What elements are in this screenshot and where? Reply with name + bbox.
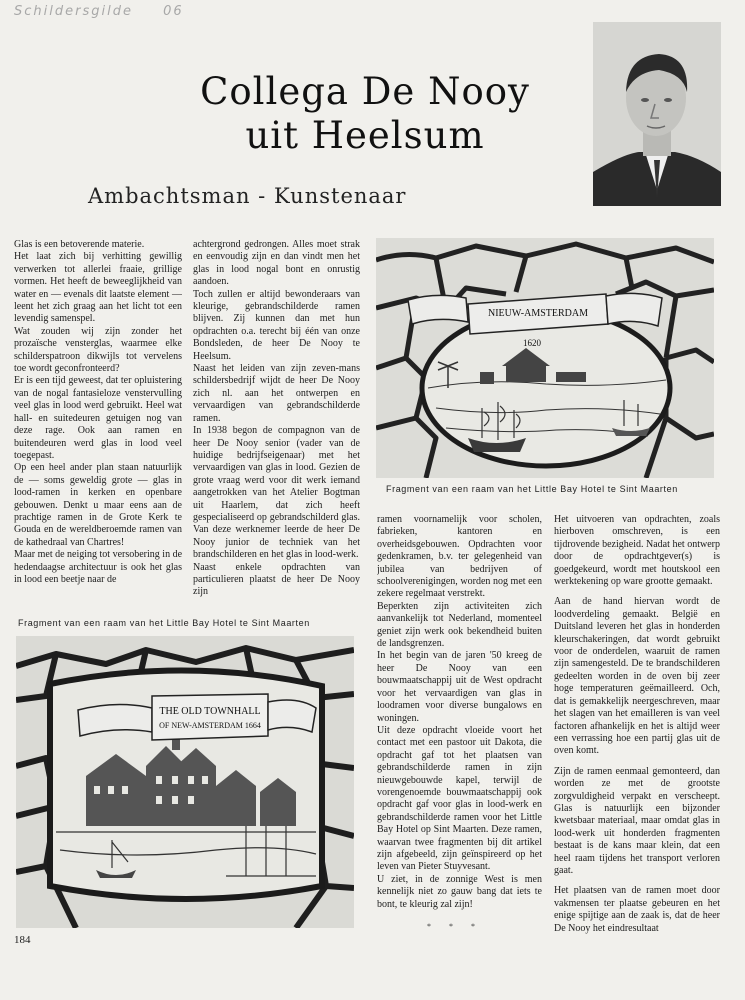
caption-top: Fragment van een raam van het Little Bay Hotel te Sint Maarten bbox=[386, 484, 678, 494]
paragraph: Op een heel ander plan staan natuurlijk de — soms geweldig grote — glas in lood-ramen in kerken en openbare gebouwen. Denkt u maar eens aan de prachtige ramen in de Grote Kerk te Gouda en de wereldberoemde ramen van de kathedraal van Chartres! bbox=[14, 462, 182, 548]
paragraph: U ziet, in de zonnige West is men kennelijk niet zo gauw bang dat iets te bont, te kleurig zal zijn! bbox=[377, 873, 542, 910]
text-column-4 bbox=[554, 514, 720, 944]
paragraph: achtergrond gedrongen. Alles moet strak en eenvoudig zijn en dan vindt men het glas in lood nogal bont en onrustig aandoen. bbox=[193, 239, 360, 288]
handwritten-note bbox=[14, 4, 254, 22]
window1-year-text: 1620 bbox=[523, 338, 541, 348]
paragraph: Naast enkele opdrachten van particulieren plaatst de heer De Nooy zijn bbox=[193, 561, 360, 598]
paragraph: In 1938 begon de compagnon van de heer De Nooy senior (vader van de huidige bedrijfseigenaar) met het vervaardigen van glas in lood. Gezien de grote vraag werd voor dit werk iemand aangetrokken van het Atelier Bogtman uit Haarlem, dat zich heeft gespecialiseerd op gebrandschilderd glas. Van deze werknemer leerde de heer De Nooy junior de techniek van het brandschilderen en het glas in lood-werk. bbox=[193, 425, 360, 561]
paragraph: ramen voornamelijk voor scholen, fabrieken, kantoren en overheidsgebouwen. Opdrachten voor gedenkramen, b.v. ter gelegenheid van jubilea van bedrijven of schoolverenigingen, worden nog met een zekere regelmaat verstrekt. bbox=[377, 514, 542, 600]
article-title bbox=[150, 70, 580, 158]
paragraph: Beperkten zijn activiteiten zich aanvankelijk tot Nederland, momenteel geniet zijn werk ook bekendheid buiten de landsgrenzen. bbox=[377, 600, 542, 650]
article-subtitle: Ambachtsman - Kunstenaar bbox=[88, 184, 407, 208]
text-column-3 bbox=[377, 514, 542, 954]
paragraph: In het begin van de jaren '50 kreeg de heer De Nooy van een bouwmaatschappij uit de West opdracht voor het vervaardigen van glas in loodramen voor diverse bungalows en woningen. bbox=[377, 650, 542, 724]
portrait-illustration bbox=[593, 22, 721, 206]
text-column-2 bbox=[193, 239, 360, 609]
paragraph: Maar met de neiging tot versobering in de hedendaagse architectuur is ook het glas in lood een beetje naar de bbox=[14, 549, 182, 585]
window2-banner-line-2: OF NEW-AMSTERDAM 1664 bbox=[159, 721, 261, 730]
paragraph: Het plaatsen van de ramen moet door vakmensen ter plaatse gebeuren en het enige spijtige aan de zaak is, dat de heer De Nooy het eindresultaat bbox=[554, 885, 720, 934]
paragraph: Het laat zich bij verhitting gewillig verwerken tot allerlei fraaie, grillige vormen. Het heeft de beweeglijkheid van water en — evenals dit laatste element — leent het zich graag aan het licht tot een levendig samenspel. bbox=[14, 251, 182, 325]
paragraph: Uit deze opdracht vloeide voort het contact met een pastoor uit Dakota, die opdracht gaf tot het plaatsen van gebrandschilderde ramen in zijn nieuwgebouwde kapel, terwijl de vorengenoemde bouwmaatschappij ook opdracht gaf voor glas in lood-werk en gebrandschilderde ramen voor het Little Bay Hotel op Sint Maarten. Deze ramen, waarvan twee fragmenten bij dit artikel zijn afgebeeld, zijn geïnspireerd op het leven van Pieter Stuyvesant. bbox=[377, 724, 542, 873]
paragraph: Glas is een betoverende materie. bbox=[14, 239, 145, 250]
paragraph: Zijn de ramen eenmaal gemonteerd, dan worden ze met de grootste zorgvuldigheid verpakt en verscheept. Glas is natuurlijk een bijzonder kwetsbaar materiaal, maar omdat glas in lood-werk uit honderden fragmenten bestaat is de kans maar klein, dat een heel raam tijdens het transport verloren gaat. bbox=[554, 765, 720, 876]
paragraph: Er is een tijd geweest, dat ter opluistering van de nogal fantasieloze venstervulling veel glas in lood werd gebruikt. Heel wat hall- en suitedeuren getuigen nog van deze rage. Ook aan ramen en buitendeuren werd glas in lood veel toegepast. bbox=[14, 375, 182, 461]
caption-bottom: Fragment van een raam van het Little Bay Hotel te Sint Maarten bbox=[18, 618, 310, 628]
paragraph: Naast het leiden van zijn zeven-mans schildersbedrijf wijdt de heer De Nooy zich nl. aan het ontwerpen en vervaardigen van gebrandschilderde ramen. bbox=[193, 363, 360, 424]
stained-glass-photo-bottom bbox=[16, 636, 354, 928]
title-line-2: uit Heelsum bbox=[245, 114, 485, 157]
text-column-1 bbox=[14, 239, 182, 599]
handwritten-note-text: Schildersgilde bbox=[14, 4, 133, 19]
paragraph: Wat zouden wij zijn zonder het prozaïsche vensterglas, waarmee elke schilderspatroon dikwijls tot vervelens toe wordt geconfronteerd? bbox=[14, 325, 182, 375]
window1-banner-text: NIEUW-AMSTERDAM bbox=[488, 308, 588, 319]
title-line-1: Collega De Nooy bbox=[200, 70, 530, 113]
handwritten-number: 06 bbox=[163, 4, 184, 19]
paragraph: Toch zullen er altijd bewonderaars van kleurige, gebrandschilderde ramen blijven. Zij kunnen dan met hun opdrachten o.a. terecht bij één van onze Bondsleden, de heer De Nooy te Heelsum. bbox=[193, 288, 360, 362]
window2-banner-line-1: THE OLD TOWNHALL bbox=[159, 706, 261, 717]
page-number: 184 bbox=[14, 934, 31, 946]
paragraph: Aan de hand hiervan wordt de loodverdeling gemaakt. België en Duitsland leveren het glas in honderden kleurschakeringen, dat wordt gebruikt voor de onderdelen, waaruit de ramen zijn samengesteld. De te brandschilderen gedeelten worden in de oven bij zeer hoge temperaturen geëmailleerd. Och, dat is gemakkelijk neergeschreven, maar het slagen van het emailleren is van veel factoren afhankelijk en het is altijd weer een verrassing hoe een partij glas uit de oven komt. bbox=[554, 596, 720, 757]
stained-glass-window-2 bbox=[16, 636, 354, 928]
stained-glass-window-1 bbox=[376, 238, 714, 478]
stained-glass-photo-top bbox=[376, 238, 714, 478]
section-separator: * * * bbox=[427, 922, 483, 931]
paragraph: Het uitvoeren van opdrachten, zoals hierboven omschreven, is een tijdrovende bezigheid. Nadat het ontwerp door de opdrachtgever(s) is goedgekeurd, wordt met houtskool een werktekening op ware grootte gemaakt. bbox=[554, 514, 720, 588]
portrait-photo bbox=[593, 22, 721, 206]
